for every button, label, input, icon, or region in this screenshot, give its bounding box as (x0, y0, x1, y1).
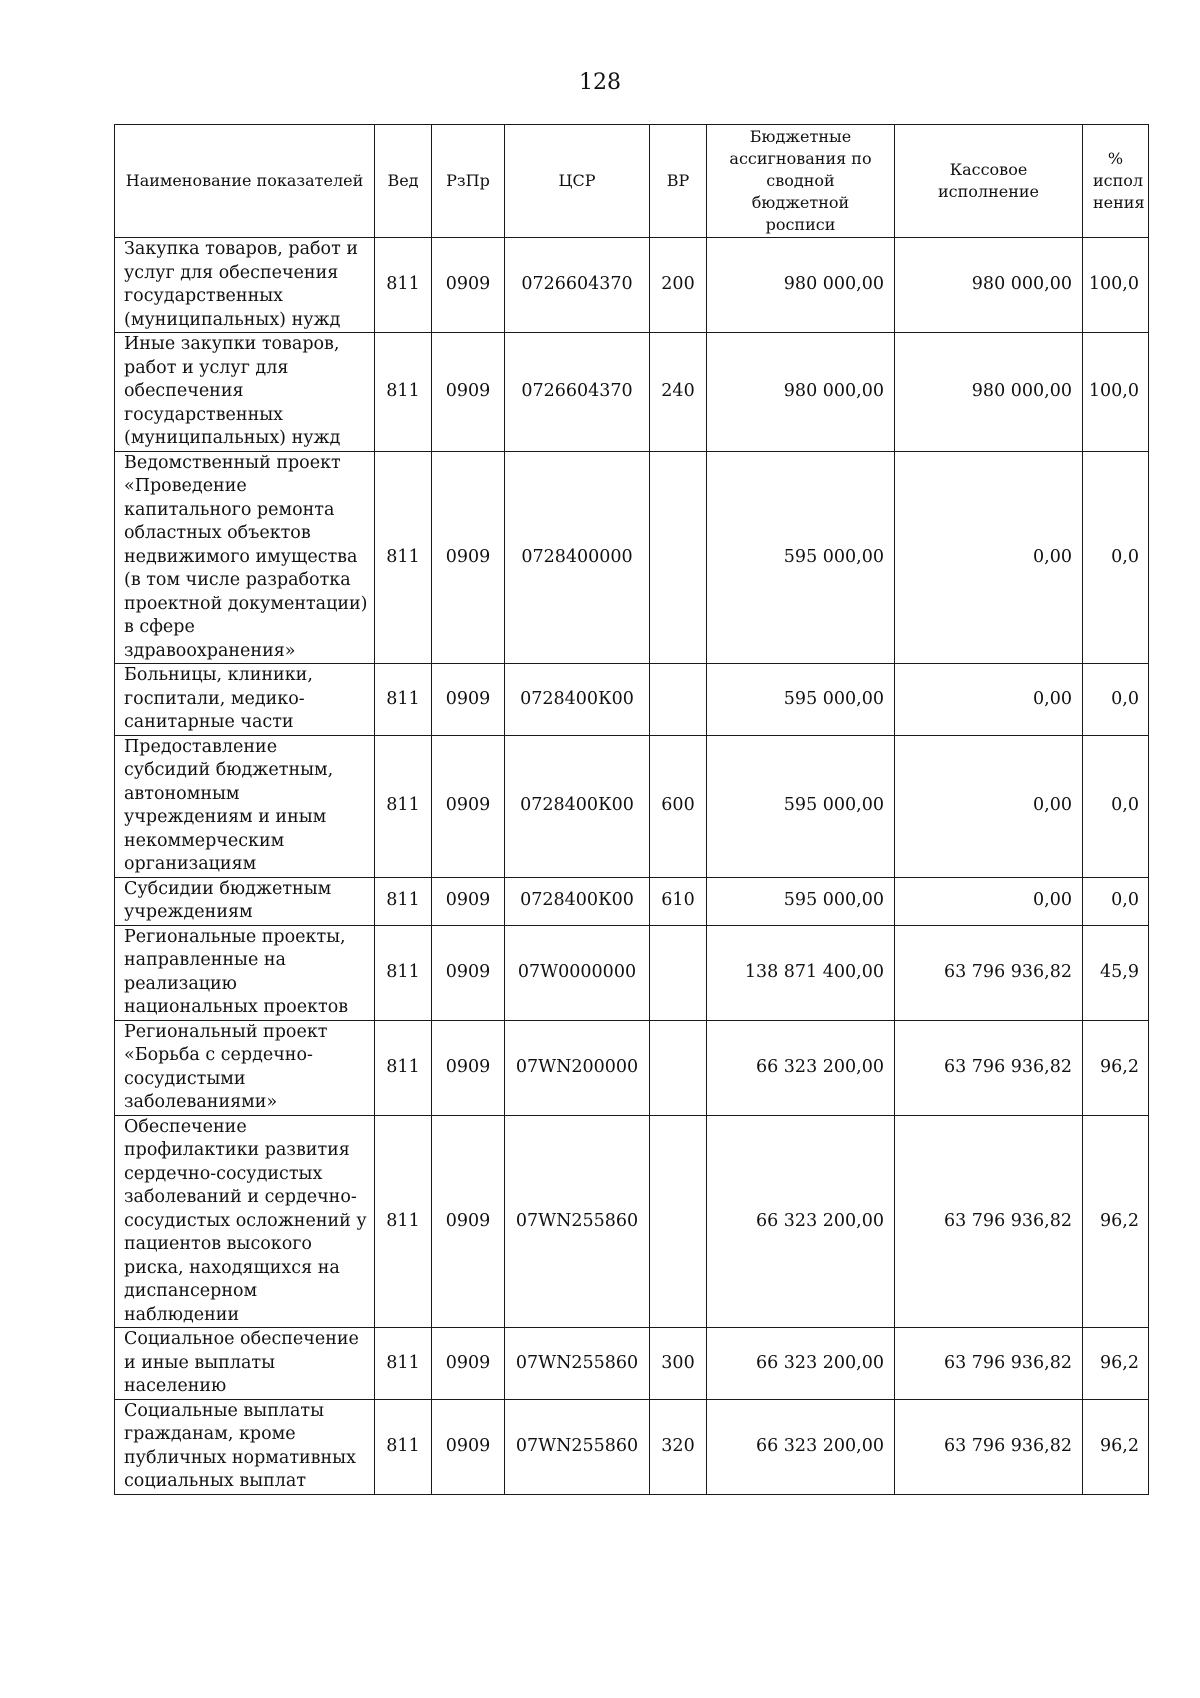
page-number: 128 (579, 70, 621, 95)
cell-csr: 0728400К00 (505, 664, 650, 736)
cell-csr: 07W0000000 (505, 925, 650, 1020)
table-row (115, 451, 1149, 664)
cell-rzpr: 0909 (432, 735, 505, 877)
header-csr: ЦСР (505, 125, 650, 238)
budget-table-container (114, 124, 1148, 1495)
cell-rzpr: 0909 (432, 1328, 505, 1400)
cell-budget: 595 000,00 (707, 877, 895, 925)
cell-budget: 66 323 200,00 (707, 1115, 895, 1328)
cell-csr: 07WN255860 (505, 1399, 650, 1494)
cell-rzpr: 0909 (432, 1115, 505, 1328)
table-row (115, 735, 1149, 877)
table-row (115, 925, 1149, 1020)
cell-ved: 811 (375, 877, 432, 925)
cell-cash: 63 796 936,82 (895, 1115, 1083, 1328)
cell-name: Социальные выплаты гражданам, кроме публичных нормативных социальных выплат (115, 1399, 375, 1494)
cell-rzpr: 0909 (432, 333, 505, 452)
cell-percent: 45,9 (1083, 925, 1149, 1020)
table-header-row (115, 125, 1149, 238)
cell-percent: 96,2 (1083, 1328, 1149, 1400)
cell-name: Субсидии бюджетным учреждениям (115, 877, 375, 925)
cell-ved: 811 (375, 1115, 432, 1328)
table-row (115, 1020, 1149, 1115)
cell-vr: 200 (650, 238, 707, 333)
header-rzpr: РзПр (432, 125, 505, 238)
cell-ved: 811 (375, 333, 432, 452)
cell-cash: 63 796 936,82 (895, 1399, 1083, 1494)
cell-cash: 980 000,00 (895, 238, 1083, 333)
cell-cash: 63 796 936,82 (895, 1328, 1083, 1400)
cell-rzpr: 0909 (432, 451, 505, 664)
cell-percent: 0,0 (1083, 664, 1149, 736)
cell-csr: 0728400К00 (505, 877, 650, 925)
cell-ved: 811 (375, 1328, 432, 1400)
cell-vr: 320 (650, 1399, 707, 1494)
cell-budget: 980 000,00 (707, 238, 895, 333)
cell-vr: 240 (650, 333, 707, 452)
cell-percent: 100,0 (1083, 333, 1149, 452)
cell-budget: 66 323 200,00 (707, 1020, 895, 1115)
cell-vr (650, 451, 707, 664)
cell-percent: 0,0 (1083, 451, 1149, 664)
cell-ved: 811 (375, 735, 432, 877)
cell-rzpr: 0909 (432, 925, 505, 1020)
table-row (115, 877, 1149, 925)
cell-ved: 811 (375, 1020, 432, 1115)
header-budget: Бюджетные ассигнования по сводной бюджетной росписи (707, 125, 895, 238)
cell-vr (650, 1115, 707, 1328)
cell-ved: 811 (375, 1399, 432, 1494)
header-cash: Кассовое исполнение (895, 125, 1083, 238)
table-row (115, 333, 1149, 452)
cell-budget: 66 323 200,00 (707, 1399, 895, 1494)
cell-name: Предоставление субсидий бюджетным, автономным учреждениям и иным некоммерческим организациям (115, 735, 375, 877)
header-ved: Вед (375, 125, 432, 238)
table-row (115, 1328, 1149, 1400)
cell-budget: 66 323 200,00 (707, 1328, 895, 1400)
cell-vr: 300 (650, 1328, 707, 1400)
cell-vr (650, 1020, 707, 1115)
cell-cash: 0,00 (895, 877, 1083, 925)
cell-percent: 0,0 (1083, 877, 1149, 925)
cell-rzpr: 0909 (432, 877, 505, 925)
cell-name: Больницы, клиники, госпитали, медико-санитарные части (115, 664, 375, 736)
table-body (115, 238, 1149, 1495)
cell-name: Обеспечение профилактики развития сердечно-сосудистых заболеваний и сердечно-сосудистых осложнений у пациентов высокого риска, находящихся на диспансерном наблюдении (115, 1115, 375, 1328)
cell-budget: 138 871 400,00 (707, 925, 895, 1020)
cell-csr: 0728400000 (505, 451, 650, 664)
cell-percent: 96,2 (1083, 1399, 1149, 1494)
cell-name: Закупка товаров, работ и услуг для обеспечения государственных (муниципальных) нужд (115, 238, 375, 333)
header-vr: ВР (650, 125, 707, 238)
cell-percent: 96,2 (1083, 1020, 1149, 1115)
cell-name: Региональные проекты, направленные на реализацию национальных проектов (115, 925, 375, 1020)
cell-csr: 07WN200000 (505, 1020, 650, 1115)
table-row (115, 1115, 1149, 1328)
cell-percent: 100,0 (1083, 238, 1149, 333)
table-row (115, 1399, 1149, 1494)
cell-ved: 811 (375, 238, 432, 333)
cell-vr (650, 664, 707, 736)
cell-rzpr: 0909 (432, 238, 505, 333)
cell-percent: 96,2 (1083, 1115, 1149, 1328)
cell-percent: 0,0 (1083, 735, 1149, 877)
cell-budget: 595 000,00 (707, 451, 895, 664)
cell-cash: 63 796 936,82 (895, 925, 1083, 1020)
cell-name: Иные закупки товаров, работ и услуг для обеспечения государственных (муниципальных) нужд (115, 333, 375, 452)
cell-ved: 811 (375, 451, 432, 664)
cell-cash: 0,00 (895, 664, 1083, 736)
cell-ved: 811 (375, 925, 432, 1020)
cell-cash: 0,00 (895, 451, 1083, 664)
header-percent: % испол нения (1083, 125, 1149, 238)
budget-execution-table (114, 124, 1149, 1495)
cell-csr: 07WN255860 (505, 1115, 650, 1328)
header-name: Наименование показателей (115, 125, 375, 238)
cell-vr: 600 (650, 735, 707, 877)
cell-vr: 610 (650, 877, 707, 925)
cell-name: Региональный проект «Борьба с сердечно-сосудистыми заболеваниями» (115, 1020, 375, 1115)
cell-csr: 0726604370 (505, 333, 650, 452)
cell-csr: 0728400К00 (505, 735, 650, 877)
table-row (115, 664, 1149, 736)
cell-name: Социальное обеспечение и иные выплаты населению (115, 1328, 375, 1400)
cell-csr: 07WN255860 (505, 1328, 650, 1400)
table-row (115, 238, 1149, 333)
cell-ved: 811 (375, 664, 432, 736)
cell-cash: 980 000,00 (895, 333, 1083, 452)
cell-name: Ведомственный проект «Проведение капитального ремонта областных объектов недвижимого имущества (в том числе разработка проектной документации) в сфере здравоохранения» (115, 451, 375, 664)
cell-budget: 980 000,00 (707, 333, 895, 452)
cell-budget: 595 000,00 (707, 664, 895, 736)
cell-rzpr: 0909 (432, 664, 505, 736)
cell-rzpr: 0909 (432, 1020, 505, 1115)
cell-cash: 63 796 936,82 (895, 1020, 1083, 1115)
cell-rzpr: 0909 (432, 1399, 505, 1494)
cell-cash: 0,00 (895, 735, 1083, 877)
cell-vr (650, 925, 707, 1020)
cell-csr: 0726604370 (505, 238, 650, 333)
cell-budget: 595 000,00 (707, 735, 895, 877)
